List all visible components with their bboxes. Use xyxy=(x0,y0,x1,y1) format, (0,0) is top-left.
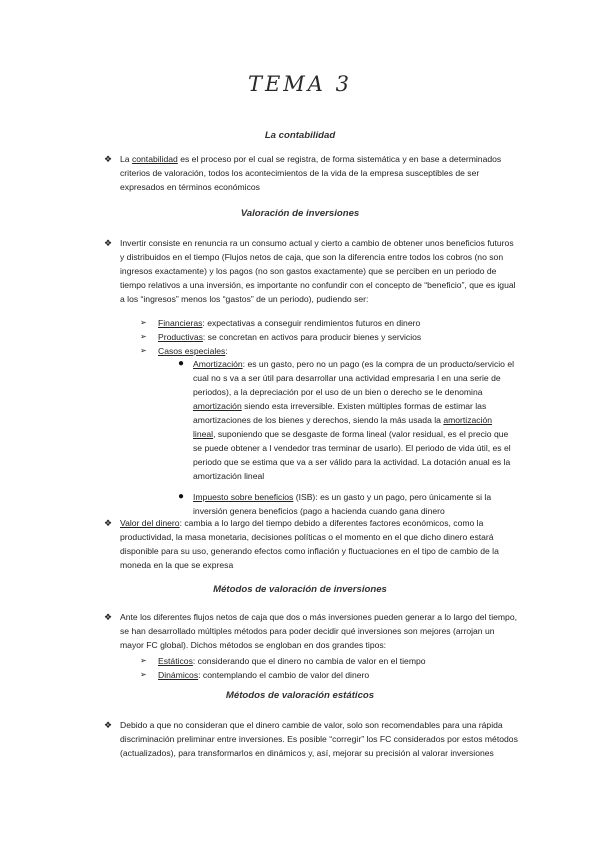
section-heading-contabilidad: La contabilidad xyxy=(264,130,336,141)
item-impuesto-beneficios: Impuesto sobre beneficios (ISB): es un gasto y un pago, pero únicamente si la inversión genera beneficios (pago a hacienda cuando gana dinero xyxy=(193,492,492,516)
diamond-bullet-icon: ❖ xyxy=(104,154,113,164)
item-dinamicos: Dinámicos: contemplando el cambio de valor del dinero xyxy=(158,670,370,680)
item-estaticos: Estáticos: considerando que el dinero no cambia de valor en el tiempo xyxy=(158,656,426,666)
item-productivas: Productivas: se concretan en activos para producir bienes y servicios xyxy=(158,332,422,342)
dot-bullet-icon: ● xyxy=(178,358,185,369)
diamond-bullet-icon: ❖ xyxy=(104,238,113,248)
paragraph-valor-dinero: Valor del dinero: cambia a lo largo del tiempo debido a diferentes factores económicos, como la productividad, la masa monetaria, decisiones políticas o el momento en el que dicho dinero estará disponible para su uso, generando efectos como inflación y fluctuaciones en el tipo de cambio de la moneda en la que se expresa xyxy=(120,518,499,570)
paragraph-estaticos: Debido a que no consideran que el dinero cambie de valor, solo son recomendables para una rápida discriminación preliminar entre inversiones. Es posible “corregir” los FC considerados por estos métodos (actualizados), para transformarlos en dinámicos y, así, mejorar su precisión al valorar inversiones xyxy=(120,720,518,758)
section-heading-valoracion: Valoración de inversiones xyxy=(240,208,360,219)
page-title: TEMA 3 xyxy=(247,72,353,96)
diamond-bullet-icon: ❖ xyxy=(104,720,113,730)
arrow-bullet-icon: ➢ xyxy=(140,332,147,341)
diamond-bullet-icon: ❖ xyxy=(104,612,113,622)
item-amortizacion: Amortización: es un gasto, pero no un pago (es la compra de un producto/servicio el cual no s va a ser útil para desarrollar una actividad empresaria l en una serie de periodos), a la depreciación por el uso de un bien o derecho se le denomina amortización siendo esta irreversible. Existen múltiples formas de estimar las amortizaciones de los bienes y derechos, siendo la más usada la amortización lineal, suponiendo que se desgaste de forma lineal (valor residual, es el precio que se puede obtener a l vendedor tras terminar de usarlo). El periodo de vida útil, es el periodo que se estima que va a ser válido para la actividad. La dotación anual es la amortización lineal xyxy=(193,359,515,481)
dot-bullet-icon: ● xyxy=(178,491,185,502)
paragraph-invertir: Invertir consiste en renuncia ra un consumo actual y cierto a cambio de obtener unos beneficios futuros y distribuidos en el tiempo (Flujos netos de caja, que son la diferencia entre todos los cobros (no son ingresos exactamente) y los pagos (no son gastos exactamente) que se perciben en un periodo de tiempo relativos a una inversión, es importante no confundir con el concepto de “beneficio”, que es igual a los “ingresos” menos los “gastos” de un periodo), pudiendo ser: xyxy=(120,238,516,304)
section-heading-metodos: Métodos de valoración de inversiones xyxy=(213,584,387,595)
arrow-bullet-icon: ➢ xyxy=(140,656,147,665)
item-casos-especiales: Casos especiales: xyxy=(158,346,228,356)
paragraph-contabilidad: La contabilidad es el proceso por el cual se registra, de forma sistemática y en base a determinados criterios de valoración, todos los acontecimientos de la vida de la empresa susceptibles de ser expresados en términos económicos xyxy=(120,154,502,192)
arrow-bullet-icon: ➢ xyxy=(140,346,147,355)
diamond-bullet-icon: ❖ xyxy=(104,518,113,528)
term-contabilidad: contabilidad xyxy=(131,154,178,164)
item-financieras: Financieras: expectativas a conseguir rendimientos futuros en dinero xyxy=(158,318,421,328)
arrow-bullet-icon: ➢ xyxy=(140,318,147,327)
section-heading-estaticos: Métodos de valoración estáticos xyxy=(225,690,375,701)
arrow-bullet-icon: ➢ xyxy=(140,670,147,679)
paragraph-metodos: Ante los diferentes flujos netos de caja que dos o más inversiones pueden generar a lo largo del tiempo, se han desarrollado múltiples métodos para poder decidir qué inversiones son mejores (arrojan un mayor FC global). Dichos métodos se engloban en dos grandes tipos: xyxy=(120,612,517,650)
